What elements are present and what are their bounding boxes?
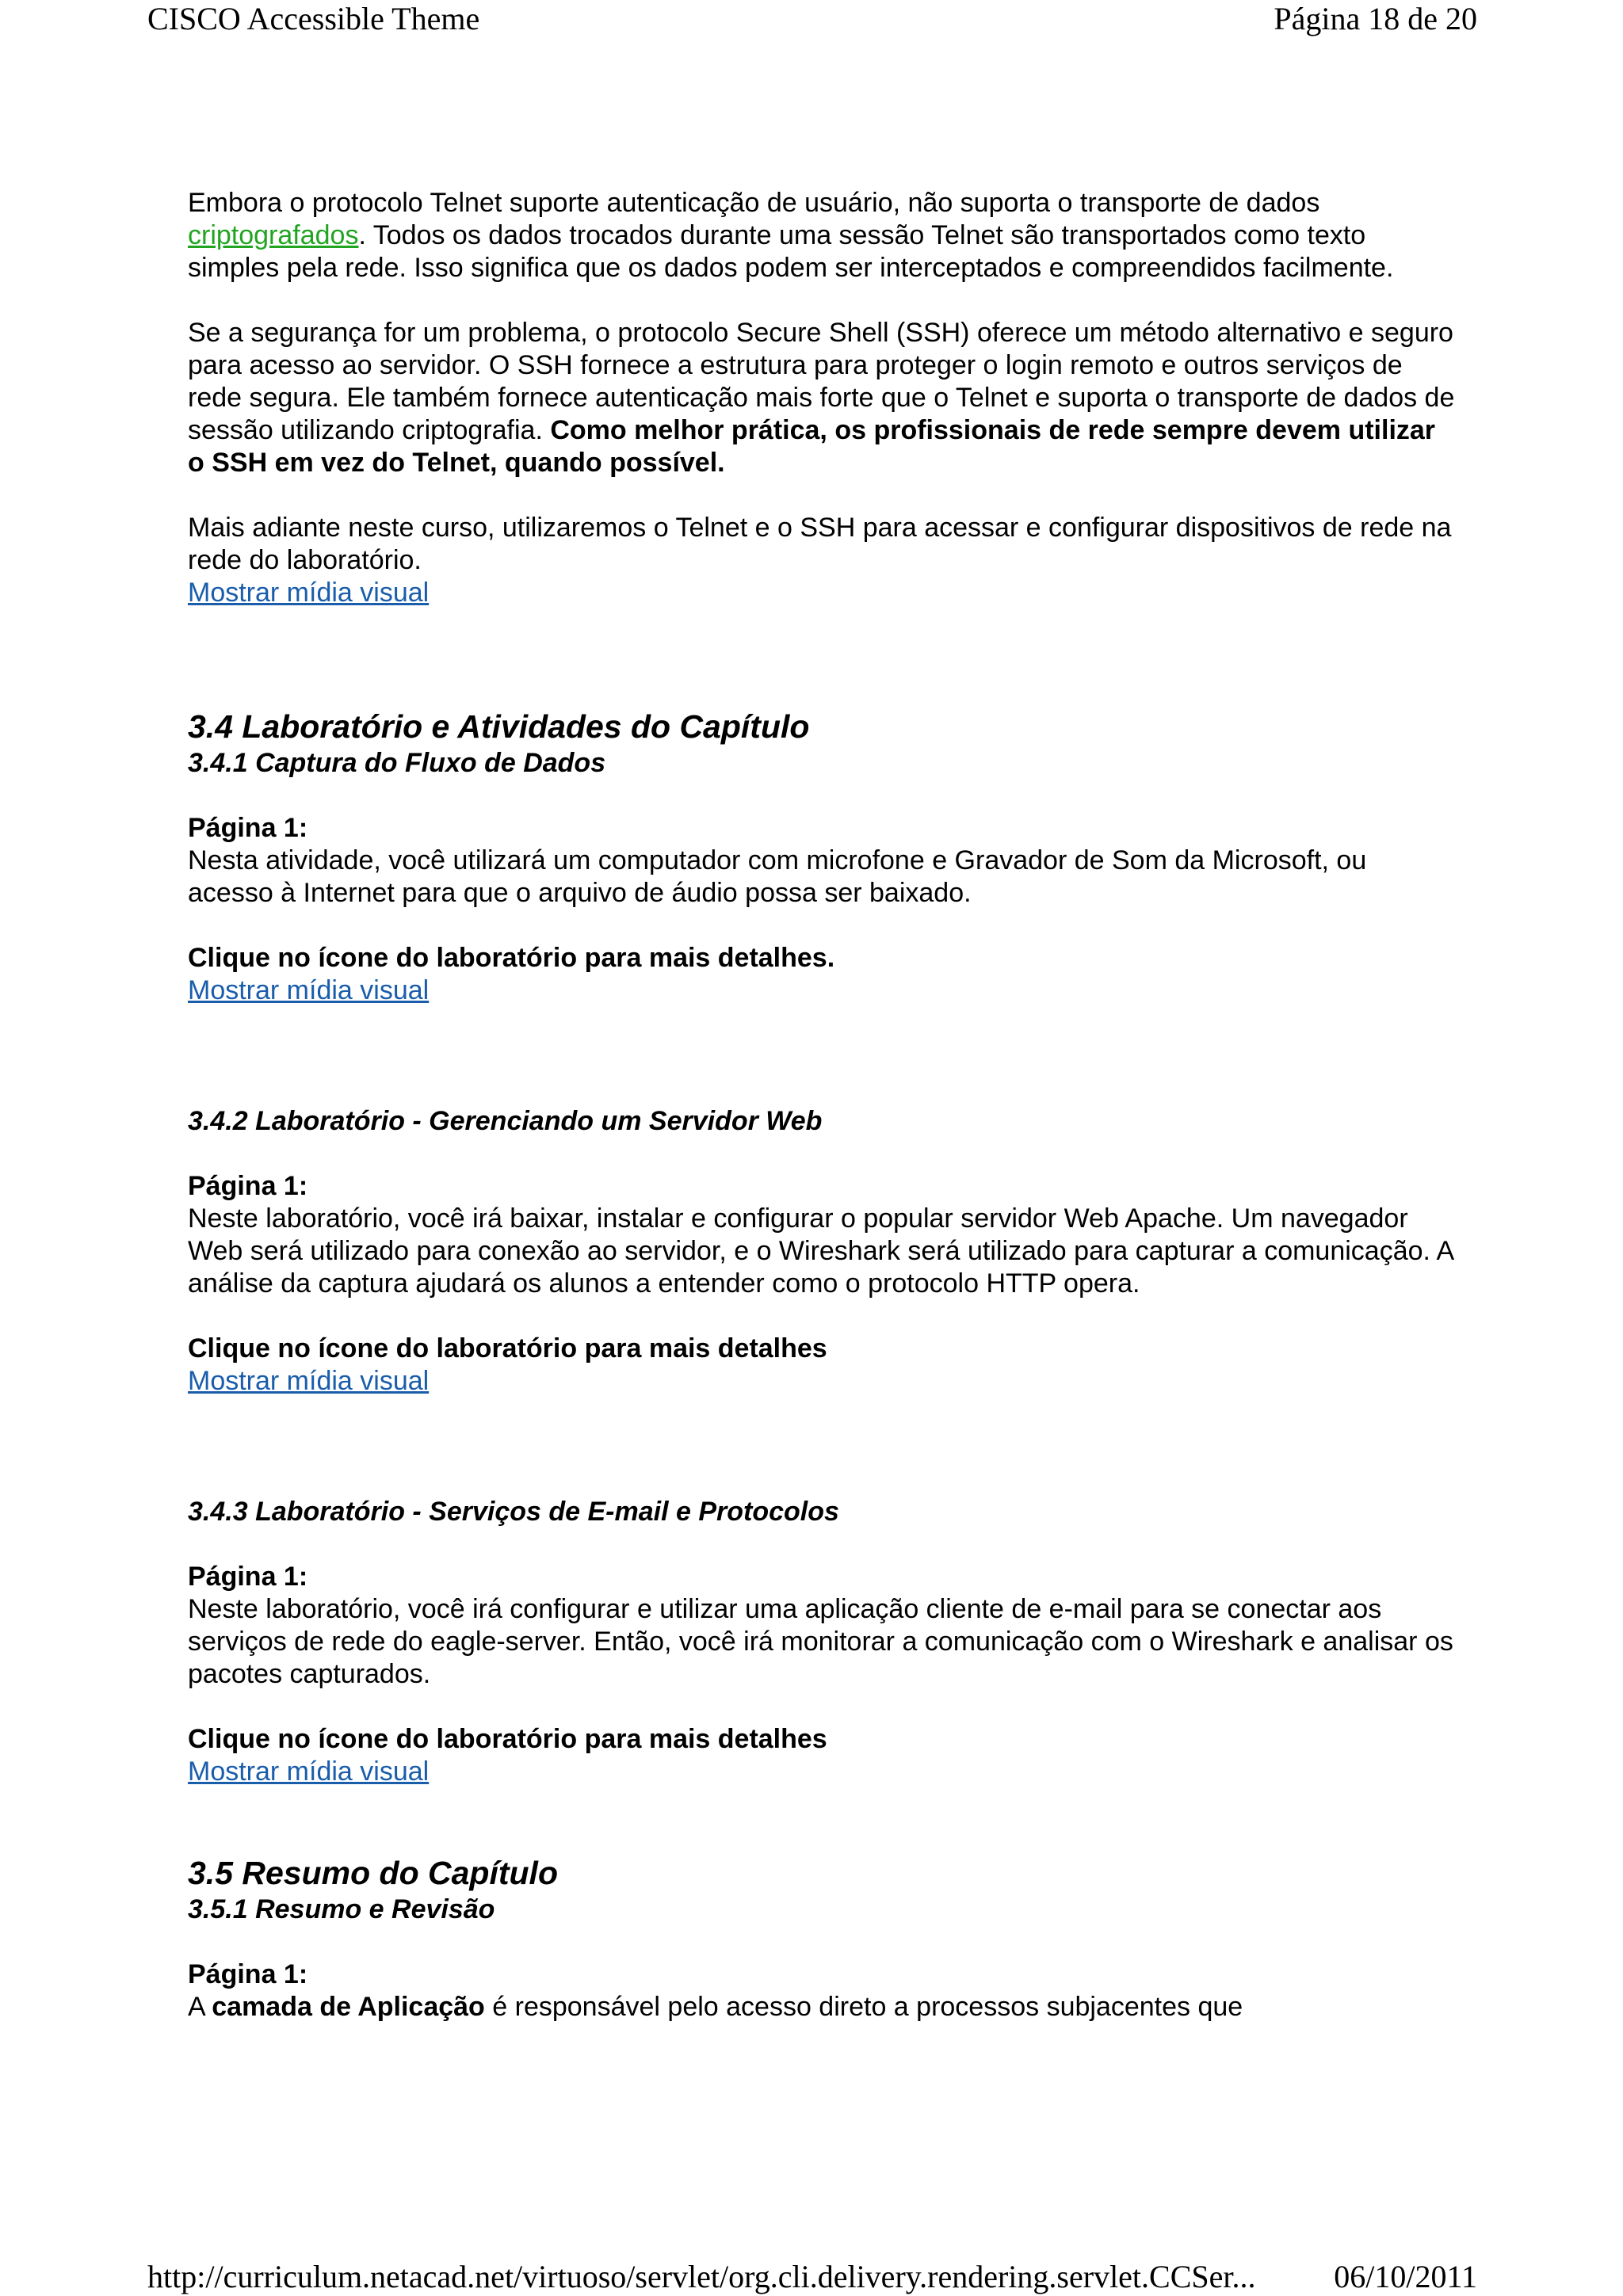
section-title-3-4: 3.4 Laboratório e Atividades do Capítulo: [188, 708, 810, 745]
print-header-page-number: Página 18 de 20: [1274, 1, 1477, 36]
telnet-paragraph-2: [188, 317, 1456, 479]
document-content: [188, 187, 1456, 2023]
page-label: Página 1:: [188, 813, 308, 843]
lab-instruction: Clique no ícone do laboratório para mais detalhes: [188, 1333, 827, 1363]
lab-description: Neste laboratório, você irá baixar, instalar e configurar o popular servidor Web Apache. Um navegador Web será utilizado para conexão ao servidor, e o Wireshark será utilizado para capturar a comunicação. A análise da captura ajudará os alunos a entender como o protocolo HTTP opera.: [188, 1203, 1453, 1299]
telnet-paragraph-1: [188, 187, 1456, 284]
show-visual-media-link[interactable]: Mostrar mídia visual: [188, 975, 430, 1005]
page-label: Página 1:: [188, 1171, 308, 1201]
glossary-link-criptografados[interactable]: criptografados: [188, 220, 359, 250]
summary-lead: A: [188, 1992, 212, 2022]
print-header-title: CISCO Accessible Theme: [147, 1, 480, 36]
section-title-3-5: 3.5 Resumo do Capítulo: [188, 1855, 558, 1891]
telnet-paragraph-2-text: Se a segurança for um problema, o protocolo Secure Shell (SSH) oferece um método alternativo e seguro para acesso ao servidor. O SSH fornece a estrutura para proteger o login remoto e outros serviços de rede segura. Ele também fornece autenticação mais forte que o Telnet e suporta o transporte de dados de sessão utilizando criptografia.: [188, 318, 1455, 445]
activity-description: Nesta atividade, você utilizará um computador com microfone e Gravador de Som da Microsoft, ou acesso à Internet para que o arquivo de áudio possa ser baixado.: [188, 845, 1367, 908]
telnet-paragraph-3: Mais adiante neste curso, utilizaremos o Telnet e o SSH para acessar e configurar dispositivos de rede na rede do laboratório.: [188, 513, 1452, 575]
lab-instruction: Clique no ícone do laboratório para mais detalhes: [188, 1724, 827, 1754]
print-footer-url: http://curriculum.netacad.net/virtuoso/servlet/org.cli.delivery.rendering.servlet.CCSer...: [147, 2259, 1256, 2294]
show-visual-media-link[interactable]: Mostrar mídia visual: [188, 1366, 430, 1396]
subsection-title-3-4-3: 3.4.3 Laboratório - Serviços de E-mail e Protocolos: [188, 1497, 839, 1527]
summary-tail: é responsável pelo acesso direto a processos subjacentes que: [484, 1992, 1243, 2022]
lab-description: Neste laboratório, você irá configurar e utilizar uma aplicação cliente de e-mail para se conectar aos serviços de rede do eagle-server. Então, você irá monitorar a comunicação com o Wireshark e analisar os pacotes capturados.: [188, 1594, 1453, 1689]
summary-paragraph: [188, 1991, 1456, 2023]
page-label: Página 1:: [188, 1562, 308, 1592]
subsection-title-3-4-1: 3.4.1 Captura do Fluxo de Dados: [188, 748, 606, 778]
page-label: Página 1:: [188, 1959, 308, 1989]
show-visual-media-link[interactable]: Mostrar mídia visual: [188, 1756, 430, 1787]
telnet-paragraph-1-tail: . Todos os dados trocados durante uma sessão Telnet são transportados como texto simples pela rede. Isso significa que os dados podem ser interceptados e compreendidos facilmente.: [188, 220, 1394, 283]
summary-term: camada de Aplicação: [212, 1992, 485, 2022]
print-footer-date: 06/10/2011: [1334, 2259, 1477, 2294]
subsection-title-3-4-2: 3.4.2 Laboratório - Gerenciando um Servidor Web: [188, 1106, 823, 1136]
lab-instruction: Clique no ícone do laboratório para mais detalhes.: [188, 943, 835, 973]
subsection-title-3-5-1: 3.5.1 Resumo e Revisão: [188, 1894, 495, 1924]
telnet-paragraph-1-lead: Embora o protocolo Telnet suporte autenticação de usuário, não suporta o transporte de dados: [188, 188, 1320, 218]
best-practice-note: Como melhor prática, os profissionais de rede sempre devem utilizar o SSH em vez do Telnet, quando possível.: [188, 415, 1436, 478]
show-visual-media-link[interactable]: Mostrar mídia visual: [188, 578, 430, 608]
